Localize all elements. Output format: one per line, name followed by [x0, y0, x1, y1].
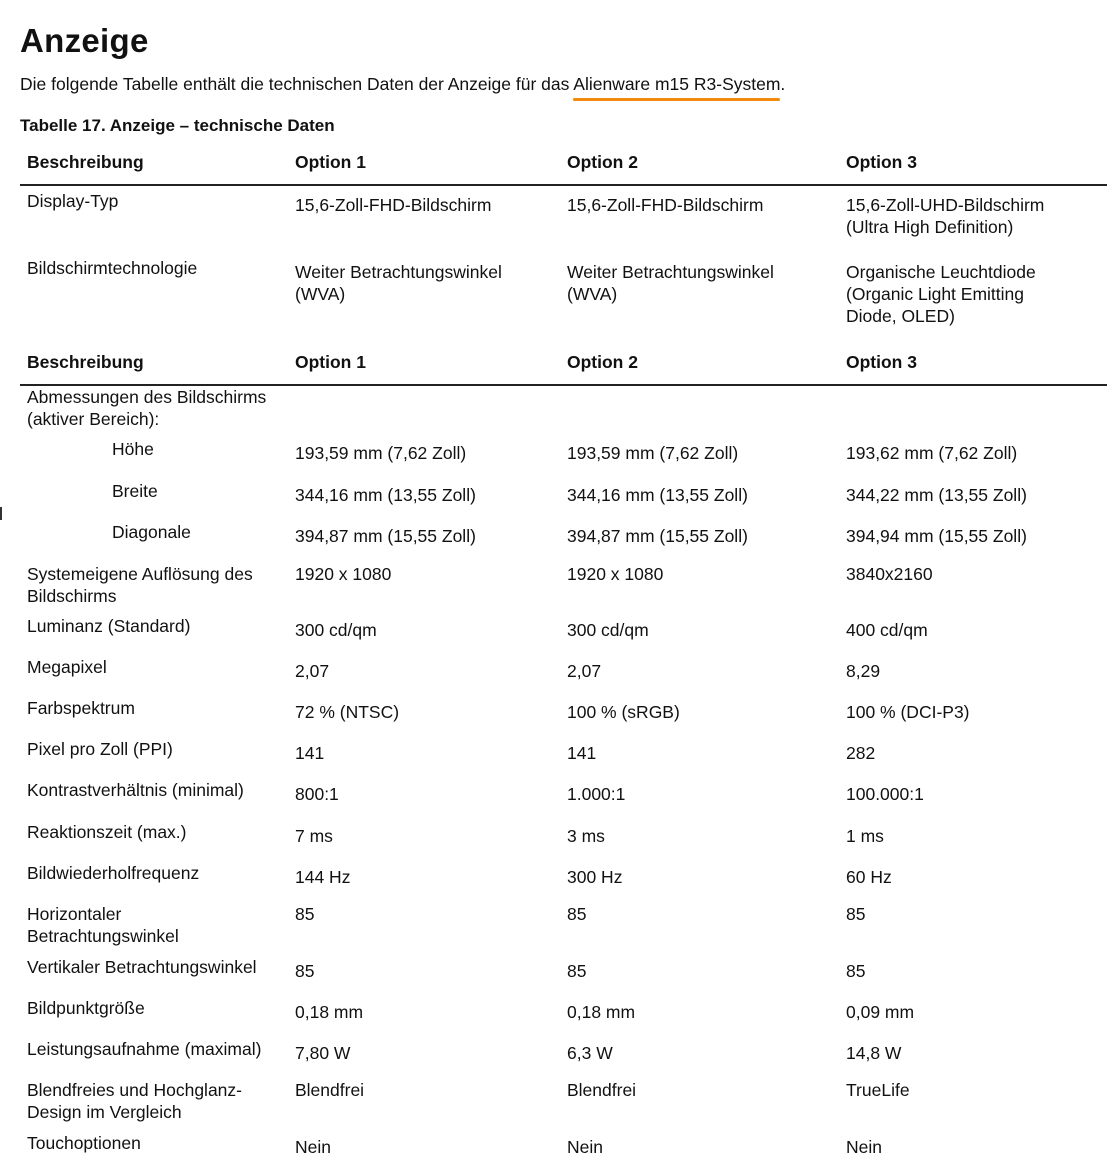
row-label: Vertikaler Betrachtungswinkel: [27, 957, 257, 977]
option-3-value: 394,94 mm (15,55 Zoll): [846, 526, 1027, 546]
option-1-value: 144 Hz: [295, 867, 351, 887]
table-caption: Tabelle 17. Anzeige – technische Daten: [20, 116, 335, 135]
option-2-value: 0,18 mm: [567, 1002, 636, 1022]
table-header-repeat: [20, 352, 1107, 386]
option-1-value: 85: [295, 961, 315, 981]
intro-text-start: Die folgende Tabelle enthält die technischen Daten der Anzeige für das: [20, 74, 574, 94]
header-option-3: Option 3: [846, 152, 917, 172]
option-3-value: TrueLife: [846, 1080, 910, 1100]
option-1-value: 1920 x 1080: [295, 564, 392, 584]
option-2-value: 300 cd/qm: [567, 620, 649, 640]
option-2-value: Weiter Betrachtungswinkel (WVA): [567, 262, 774, 304]
row-label: Pixel pro Zoll (PPI): [27, 739, 173, 759]
option-3-value: 85: [846, 904, 866, 924]
option-3-value: 282: [846, 743, 876, 763]
option-1-value: 193,59 mm (7,62 Zoll): [295, 443, 467, 463]
row-label: Horizontaler Betrachtungswinkel: [27, 904, 179, 946]
option-2-value: 394,87 mm (15,55 Zoll): [567, 526, 748, 546]
option-1-value: 15,6-Zoll-FHD-Bildschirm: [295, 195, 492, 215]
option-2-value: 6,3 W: [567, 1043, 613, 1063]
option-3-value: Organische Leuchtdiode (Organic Light Emitting Diode, OLED): [846, 262, 1036, 326]
row-label: Abmessungen des Bildschirms (aktiver Bereich):: [27, 387, 267, 429]
header-beschreibung: Beschreibung: [27, 152, 144, 172]
row-label: Bildwiederholfrequenz: [27, 863, 200, 883]
option-3-value: 100 % (DCI-P3): [846, 702, 970, 722]
header-option-2: Option 2: [567, 152, 638, 172]
header-beschreibung: Beschreibung: [27, 352, 144, 372]
system-link[interactable]: Alienware m15 R3-System: [573, 74, 781, 94]
option-3-value: 0,09 mm: [846, 1002, 915, 1022]
header-option-1: Option 1: [295, 352, 366, 372]
row-label: Leistungsaufnahme (maximal): [27, 1039, 262, 1059]
option-3-value: 100.000:1: [846, 784, 924, 804]
option-3-value: 400 cd/qm: [846, 620, 928, 640]
option-2-value: 300 Hz: [567, 867, 623, 887]
intro-text: [20, 74, 785, 95]
option-2-value: 1920 x 1080: [567, 564, 664, 584]
option-3-value: 3840x2160: [846, 564, 933, 584]
option-3-value: 85: [846, 961, 866, 981]
option-3-value: 1 ms: [846, 826, 884, 846]
option-2-value: Nein: [567, 1137, 603, 1157]
header-option-2: Option 2: [567, 352, 638, 372]
option-2-value: 85: [567, 961, 587, 981]
option-1-value: 7,80 W: [295, 1043, 351, 1063]
option-1-value: 72 % (NTSC): [295, 702, 400, 722]
option-2-value: 15,6-Zoll-FHD-Bildschirm: [567, 195, 764, 215]
header-option-1: Option 1: [295, 152, 366, 172]
row-label: Megapixel: [27, 657, 107, 677]
option-1-value: 0,18 mm: [295, 1002, 364, 1022]
option-1-value: Blendfrei: [295, 1080, 365, 1100]
option-1-value: 2,07: [295, 661, 330, 681]
row-label: Höhe: [112, 439, 154, 459]
option-2-value: 1.000:1: [567, 784, 626, 804]
page-title: Anzeige: [20, 22, 149, 59]
option-1-value: 394,87 mm (15,55 Zoll): [295, 526, 476, 546]
row-label: Luminanz (Standard): [27, 616, 191, 636]
option-3-value: 14,8 W: [846, 1043, 902, 1063]
intro-text-end: .: [780, 74, 786, 94]
option-2-value: 344,16 mm (13,55 Zoll): [567, 485, 748, 505]
row-label: Bildschirmtechnologie: [27, 258, 198, 278]
option-2-value: 2,07: [567, 661, 602, 681]
option-1-value: 85: [295, 904, 315, 924]
option-1-value: 7 ms: [295, 826, 333, 846]
row-label: Diagonale: [112, 522, 191, 542]
option-2-value: 85: [567, 904, 587, 924]
option-1-value: 141: [295, 743, 325, 763]
header-option-3: Option 3: [846, 352, 917, 372]
row-label: Display-Typ: [27, 191, 119, 211]
option-3-value: 8,29: [846, 661, 881, 681]
option-1-value: 300 cd/qm: [295, 620, 377, 640]
row-label: Reaktionszeit (max.): [27, 822, 187, 842]
option-3-value: 15,6-Zoll-UHD-Bildschirm (Ultra High Definition): [846, 195, 1045, 237]
option-3-value: 193,62 mm (7,62 Zoll): [846, 443, 1018, 463]
option-2-value: 193,59 mm (7,62 Zoll): [567, 443, 739, 463]
option-3-value: 344,22 mm (13,55 Zoll): [846, 485, 1027, 505]
row-label: Touchoptionen: [27, 1133, 141, 1153]
table-header: [20, 152, 1107, 186]
option-1-value: 800:1: [295, 784, 339, 804]
row-label: Bildpunktgröße: [27, 998, 145, 1018]
option-2-value: 100 % (sRGB): [567, 702, 680, 722]
row-label: Farbspektrum: [27, 698, 135, 718]
option-1-value: Weiter Betrachtungswinkel (WVA): [295, 262, 502, 304]
option-2-value: 3 ms: [567, 826, 605, 846]
option-1-value: Nein: [295, 1137, 331, 1157]
row-label: Breite: [112, 481, 158, 501]
option-1-value: 344,16 mm (13,55 Zoll): [295, 485, 476, 505]
option-2-value: Blendfrei: [567, 1080, 637, 1100]
option-3-value: 60 Hz: [846, 867, 892, 887]
option-2-value: 141: [567, 743, 597, 763]
row-label: Kontrastverhältnis (minimal): [27, 780, 244, 800]
row-label: Blendfreies und Hochglanz- Design im Vergleich: [27, 1080, 242, 1122]
margin-mark: [0, 507, 2, 520]
option-3-value: Nein: [846, 1137, 882, 1157]
row-label: Systemeigene Auflösung des Bildschirms: [27, 564, 253, 606]
